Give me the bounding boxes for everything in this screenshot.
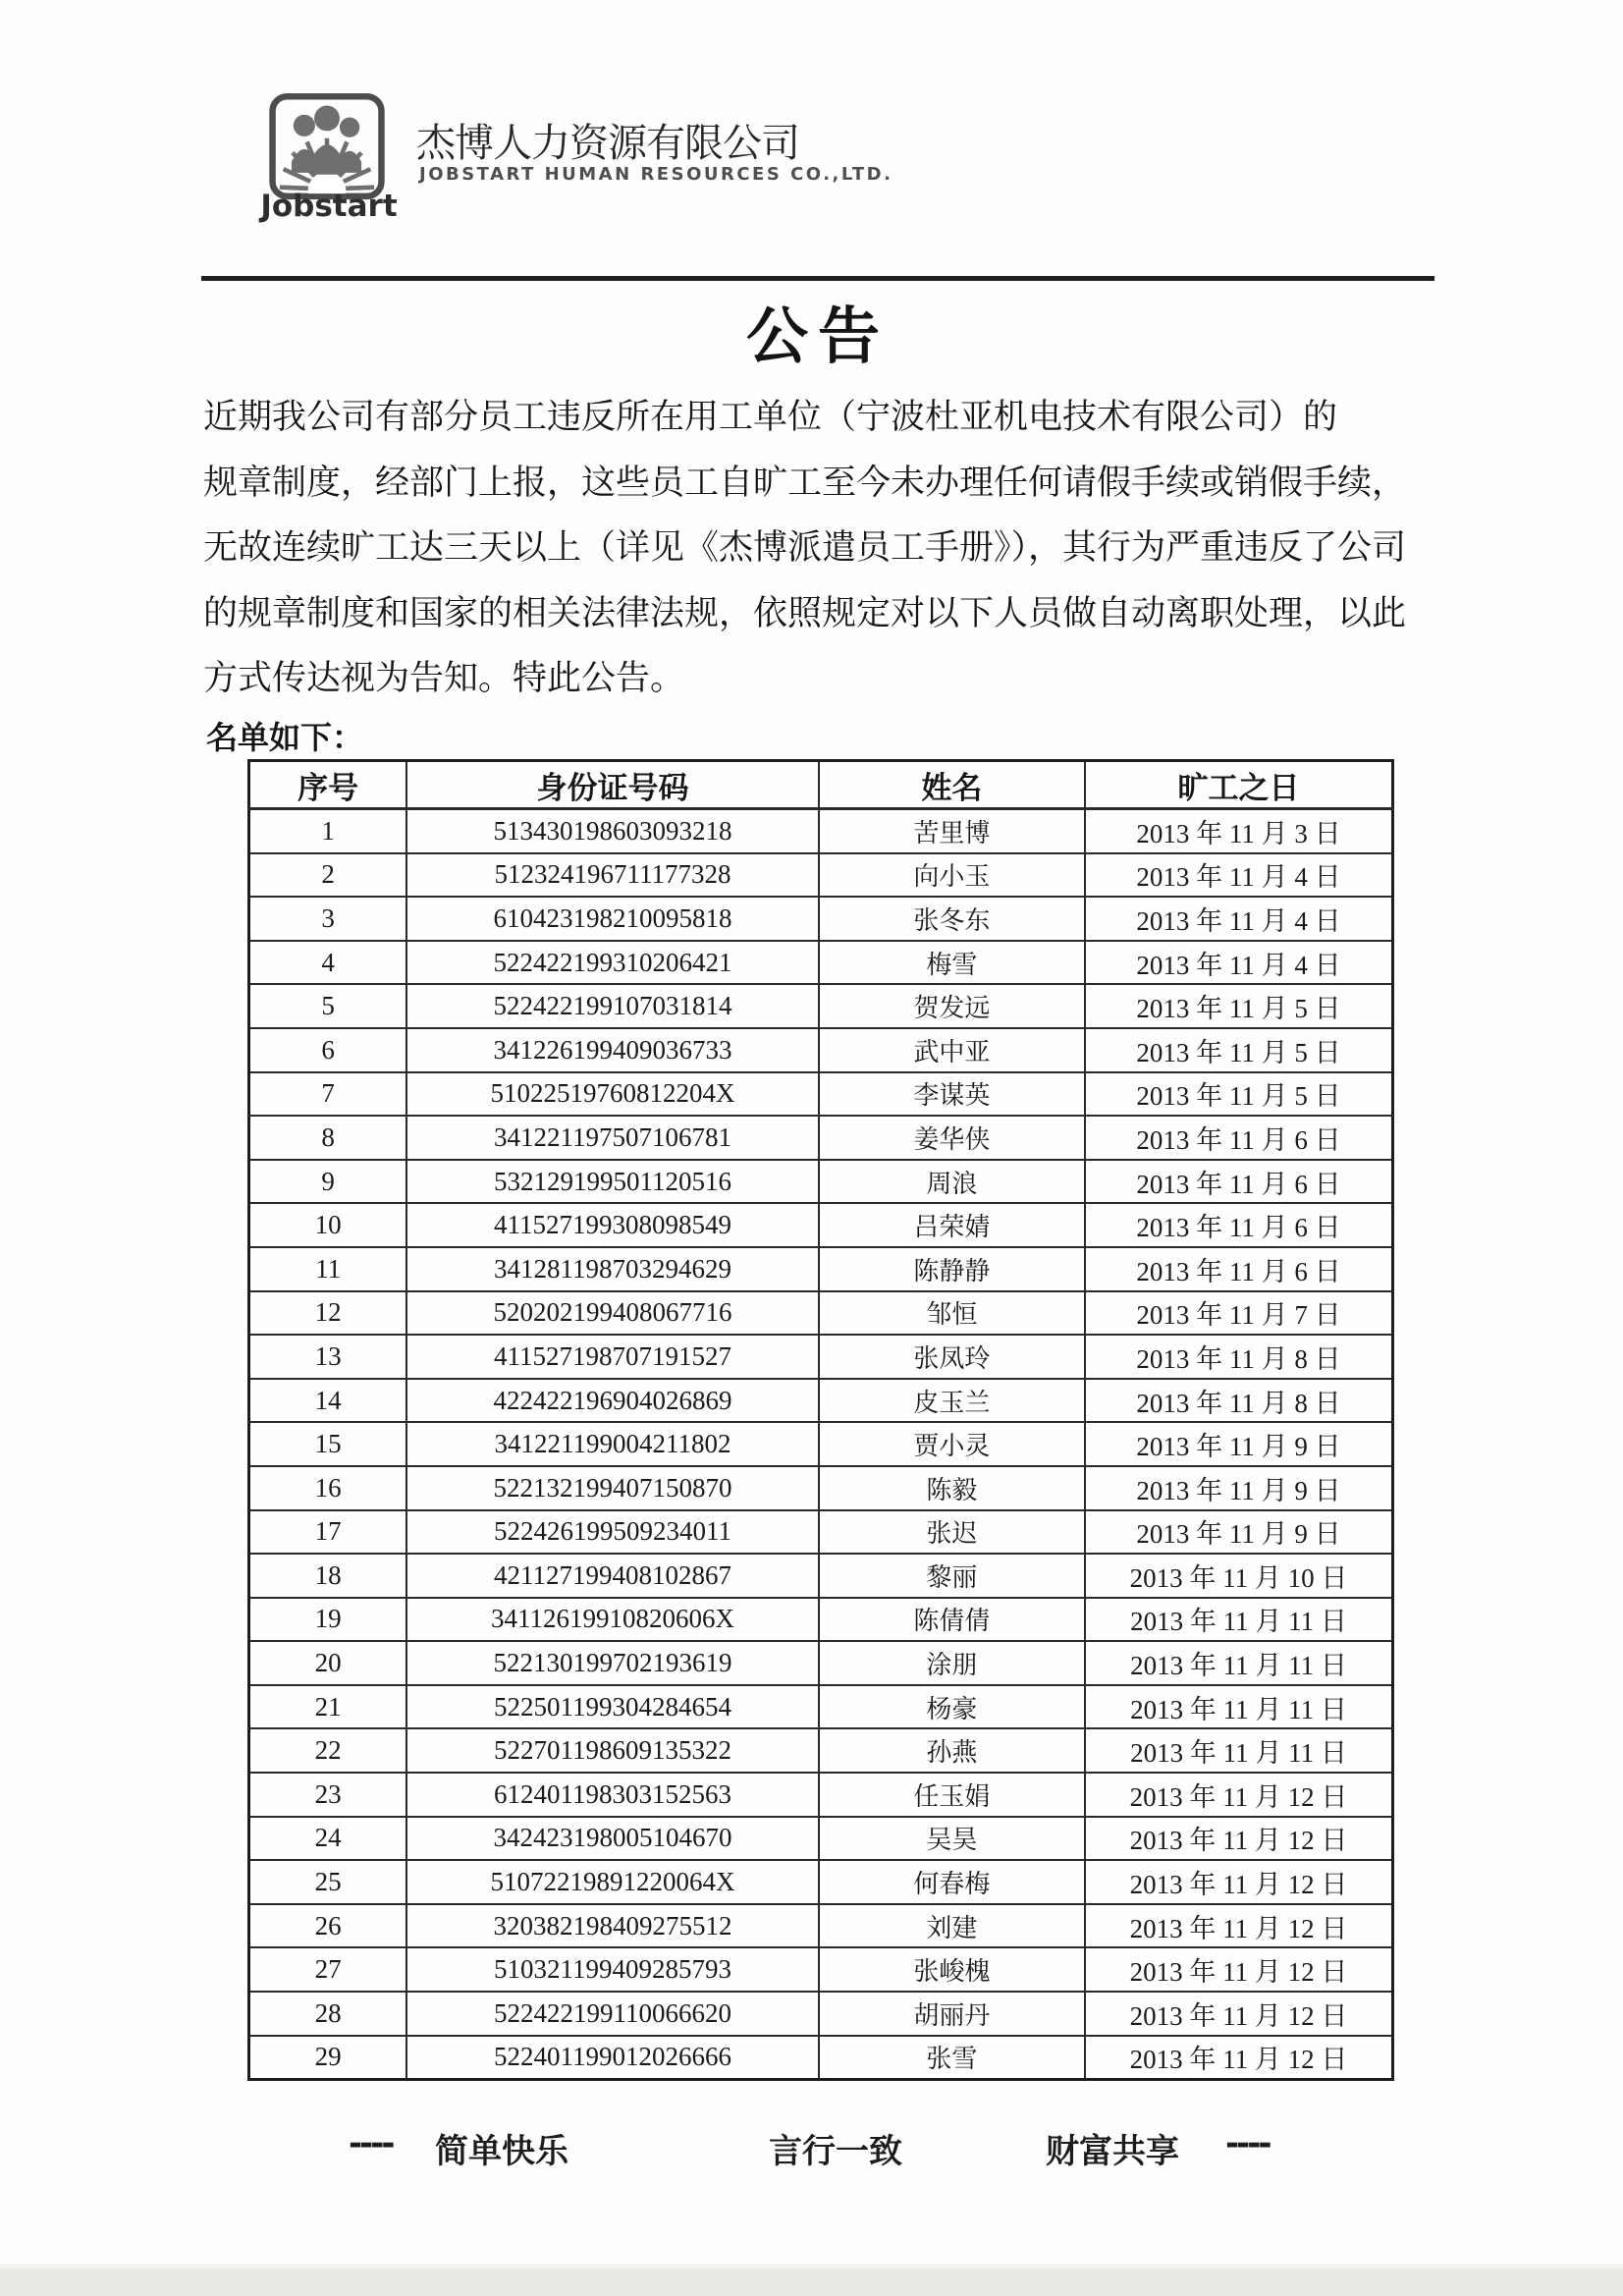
cell-id-number: 522422199310206421 [406, 941, 818, 985]
list-label: 名单如下： [206, 719, 364, 756]
cell-absence-date: 2013 年 11 月 6 日 [1085, 1203, 1392, 1247]
cell-absence-date: 2013 年 11 月 11 日 [1085, 1641, 1392, 1685]
cell-name: 张迟 [819, 1510, 1085, 1555]
table-row [249, 809, 1393, 853]
table-row [249, 1554, 1393, 1598]
footer-dashes-left: ---- [349, 2124, 393, 2163]
cell-seq: 2 [249, 853, 407, 898]
cell-absence-date: 2013 年 11 月 9 日 [1085, 1510, 1392, 1555]
cell-seq: 6 [249, 1028, 407, 1072]
cell-absence-date: 2013 年 11 月 11 日 [1085, 1685, 1392, 1729]
col-header-name: 姓名 [819, 761, 1085, 809]
company-name-en: JOBSTART HUMAN RESOURCES CO.,LTD. [419, 164, 893, 185]
cell-id-number: 411527199308098549 [406, 1203, 818, 1247]
cell-name: 姜华侠 [819, 1116, 1085, 1160]
cell-id-number: 522501199304284654 [406, 1685, 818, 1729]
cell-name: 孙燕 [819, 1728, 1085, 1773]
cell-absence-date: 2013 年 11 月 8 日 [1085, 1379, 1392, 1423]
body-line: 无故连续旷工达三天以上（详见《杰博派遣员工手册》），其行为严重违反了公司 [203, 528, 1407, 568]
table-row [249, 941, 1393, 985]
table-row [249, 1860, 1393, 1904]
cell-absence-date: 2013 年 11 月 4 日 [1085, 897, 1392, 941]
cell-seq: 8 [249, 1116, 407, 1160]
cell-absence-date: 2013 年 11 月 12 日 [1085, 1773, 1392, 1817]
cell-id-number: 421127199408102867 [406, 1554, 818, 1598]
cell-absence-date: 2013 年 11 月 5 日 [1085, 1028, 1392, 1072]
table-row [249, 984, 1393, 1028]
cell-name: 李谋英 [819, 1072, 1085, 1117]
cell-seq: 10 [249, 1203, 407, 1247]
cell-id-number: 522422199107031814 [406, 984, 818, 1028]
brand-wordmark: Jobstart [260, 189, 398, 224]
col-header-id-number: 身份证号码 [406, 761, 818, 809]
cell-id-number: 522701198609135322 [406, 1728, 818, 1773]
scan-shadow [0, 2269, 1623, 2296]
cell-seq: 7 [249, 1072, 407, 1117]
cell-seq: 20 [249, 1641, 407, 1685]
cell-seq: 1 [249, 809, 407, 853]
body-line: 的规章制度和国家的相关法律法规，依照规定对以下人员做自动离职处理，以此 [203, 593, 1407, 633]
col-header-seq: 序号 [249, 761, 407, 809]
cell-seq: 11 [249, 1247, 407, 1291]
cell-seq: 23 [249, 1773, 407, 1817]
body-line: 规章制度，经部门上报，这些员工自旷工至今未办理任何请假手续或销假手续， [203, 463, 1407, 503]
cell-name: 苦里博 [819, 809, 1085, 853]
table-row [249, 1947, 1393, 1992]
header-divider [201, 276, 1434, 281]
cell-seq: 4 [249, 941, 407, 985]
cell-id-number: 341221199004211802 [406, 1422, 818, 1466]
footer-slogans [201, 2124, 1434, 2173]
cell-absence-date: 2013 年 11 月 12 日 [1085, 1817, 1392, 1861]
table-row [249, 1641, 1393, 1685]
table-row [249, 1116, 1393, 1160]
cell-seq: 25 [249, 1860, 407, 1904]
table-row [249, 1992, 1393, 2036]
cell-id-number: 341221197507106781 [406, 1116, 818, 1160]
table-row [249, 1291, 1393, 1336]
cell-name: 邹恒 [819, 1291, 1085, 1336]
cell-name: 张峻槐 [819, 1947, 1085, 1992]
cell-id-number: 522132199407150870 [406, 1466, 818, 1510]
cell-seq: 22 [249, 1728, 407, 1773]
cell-id-number: 512324196711177328 [406, 853, 818, 898]
cell-absence-date: 2013 年 11 月 4 日 [1085, 853, 1392, 898]
company-name-cn: 杰博人力资源有限公司 [416, 121, 799, 166]
cell-seq: 15 [249, 1422, 407, 1466]
col-header-absence-date: 旷工之日 [1085, 761, 1392, 809]
footer-slogan: 言行一致 [769, 2132, 902, 2171]
cell-id-number: 341281198703294629 [406, 1247, 818, 1291]
table-row [249, 2036, 1393, 2080]
jobstart-logo-icon [267, 90, 387, 204]
cell-seq: 3 [249, 897, 407, 941]
table-row [249, 1685, 1393, 1729]
cell-absence-date: 2013 年 11 月 4 日 [1085, 941, 1392, 985]
table-row [249, 1335, 1393, 1379]
cell-seq: 28 [249, 1992, 407, 2036]
cell-name: 贺发远 [819, 984, 1085, 1028]
absence-roster-table [247, 759, 1394, 2081]
cell-absence-date: 2013 年 11 月 8 日 [1085, 1335, 1392, 1379]
cell-seq: 17 [249, 1510, 407, 1555]
table-row [249, 1247, 1393, 1291]
cell-name: 吴昊 [819, 1817, 1085, 1861]
cell-id-number: 51022519760812204X [406, 1072, 818, 1117]
cell-name: 杨豪 [819, 1685, 1085, 1729]
footer-dashes-right: ---- [1225, 2124, 1270, 2163]
cell-absence-date: 2013 年 11 月 9 日 [1085, 1422, 1392, 1466]
table-row [249, 853, 1393, 898]
cell-name: 武中亚 [819, 1028, 1085, 1072]
cell-name: 周浪 [819, 1160, 1085, 1204]
cell-name: 吕荣婧 [819, 1203, 1085, 1247]
cell-absence-date: 2013 年 11 月 9 日 [1085, 1466, 1392, 1510]
cell-id-number: 341226199409036733 [406, 1028, 818, 1072]
table-row [249, 1072, 1393, 1117]
table-row [249, 1598, 1393, 1642]
table-row [249, 1773, 1393, 1817]
cell-absence-date: 2013 年 11 月 3 日 [1085, 809, 1392, 853]
cell-name: 陈毅 [819, 1466, 1085, 1510]
cell-name: 张冬东 [819, 897, 1085, 941]
cell-id-number: 411527198707191527 [406, 1335, 818, 1379]
body-line: 方式传达视为告知。特此公告。 [203, 659, 685, 698]
cell-id-number: 342423198005104670 [406, 1817, 818, 1861]
cell-absence-date: 2013 年 11 月 6 日 [1085, 1160, 1392, 1204]
cell-name: 刘建 [819, 1904, 1085, 1948]
cell-id-number: 510321199409285793 [406, 1947, 818, 1992]
body-line: 近期我公司有部分员工违反所在用工单位（宁波杜亚机电技术有限公司）的 [203, 398, 1338, 437]
cell-id-number: 522130199702193619 [406, 1641, 818, 1685]
cell-absence-date: 2013 年 11 月 11 日 [1085, 1728, 1392, 1773]
cell-absence-date: 2013 年 11 月 5 日 [1085, 984, 1392, 1028]
cell-seq: 26 [249, 1904, 407, 1948]
cell-name: 张凤玲 [819, 1335, 1085, 1379]
cell-absence-date: 2013 年 11 月 6 日 [1085, 1247, 1392, 1291]
cell-absence-date: 2013 年 11 月 6 日 [1085, 1116, 1392, 1160]
table-row [249, 1203, 1393, 1247]
footer-slogan: 简单快乐 [435, 2132, 568, 2171]
cell-id-number: 520202199408067716 [406, 1291, 818, 1336]
cell-absence-date: 2013 年 11 月 5 日 [1085, 1072, 1392, 1117]
cell-seq: 19 [249, 1598, 407, 1642]
table-row [249, 1904, 1393, 1948]
table-header-row [249, 761, 1393, 809]
cell-seq: 9 [249, 1160, 407, 1204]
cell-name: 任玉娟 [819, 1773, 1085, 1817]
cell-absence-date: 2013 年 11 月 7 日 [1085, 1291, 1392, 1336]
document-title: 公告 [746, 301, 890, 372]
cell-seq: 16 [249, 1466, 407, 1510]
cell-name: 贾小灵 [819, 1422, 1085, 1466]
cell-seq: 14 [249, 1379, 407, 1423]
cell-seq: 24 [249, 1817, 407, 1861]
cell-name: 向小玉 [819, 853, 1085, 898]
table-row [249, 1028, 1393, 1072]
table-row [249, 1160, 1393, 1204]
cell-seq: 29 [249, 2036, 407, 2080]
cell-id-number: 522422199110066620 [406, 1992, 818, 2036]
cell-seq: 12 [249, 1291, 407, 1336]
cell-seq: 13 [249, 1335, 407, 1379]
cell-id-number: 532129199501120516 [406, 1160, 818, 1204]
cell-absence-date: 2013 年 11 月 12 日 [1085, 1947, 1392, 1992]
table-row [249, 1510, 1393, 1555]
footer-slogan: 财富共享 [1046, 2132, 1179, 2171]
cell-id-number: 522401199012026666 [406, 2036, 818, 2080]
cell-absence-date: 2013 年 11 月 12 日 [1085, 1860, 1392, 1904]
cell-name: 涂朋 [819, 1641, 1085, 1685]
cell-name: 陈静静 [819, 1247, 1085, 1291]
table-row [249, 897, 1393, 941]
table-row [249, 1422, 1393, 1466]
table-row [249, 1466, 1393, 1510]
cell-name: 梅雪 [819, 941, 1085, 985]
cell-absence-date: 2013 年 11 月 11 日 [1085, 1598, 1392, 1642]
cell-id-number: 422422196904026869 [406, 1379, 818, 1423]
cell-name: 皮玉兰 [819, 1379, 1085, 1423]
cell-id-number: 320382198409275512 [406, 1904, 818, 1948]
cell-seq: 18 [249, 1554, 407, 1598]
cell-absence-date: 2013 年 11 月 12 日 [1085, 2036, 1392, 2080]
cell-id-number: 612401198303152563 [406, 1773, 818, 1817]
cell-absence-date: 2013 年 11 月 12 日 [1085, 1904, 1392, 1948]
cell-name: 张雪 [819, 2036, 1085, 2080]
cell-seq: 5 [249, 984, 407, 1028]
cell-id-number: 513430198603093218 [406, 809, 818, 853]
cell-id-number: 51072219891220064X [406, 1860, 818, 1904]
cell-id-number: 610423198210095818 [406, 897, 818, 941]
table-row [249, 1379, 1393, 1423]
cell-name: 黎丽 [819, 1554, 1085, 1598]
cell-absence-date: 2013 年 11 月 12 日 [1085, 1992, 1392, 2036]
table-row [249, 1817, 1393, 1861]
cell-name: 陈倩倩 [819, 1598, 1085, 1642]
cell-absence-date: 2013 年 11 月 10 日 [1085, 1554, 1392, 1598]
cell-id-number: 34112619910820606X [406, 1598, 818, 1642]
cell-id-number: 522426199509234011 [406, 1510, 818, 1555]
table-row [249, 1728, 1393, 1773]
cell-seq: 27 [249, 1947, 407, 1992]
announcement-body [203, 385, 1436, 712]
cell-name: 胡丽丹 [819, 1992, 1085, 2036]
cell-seq: 21 [249, 1685, 407, 1729]
cell-name: 何春梅 [819, 1860, 1085, 1904]
